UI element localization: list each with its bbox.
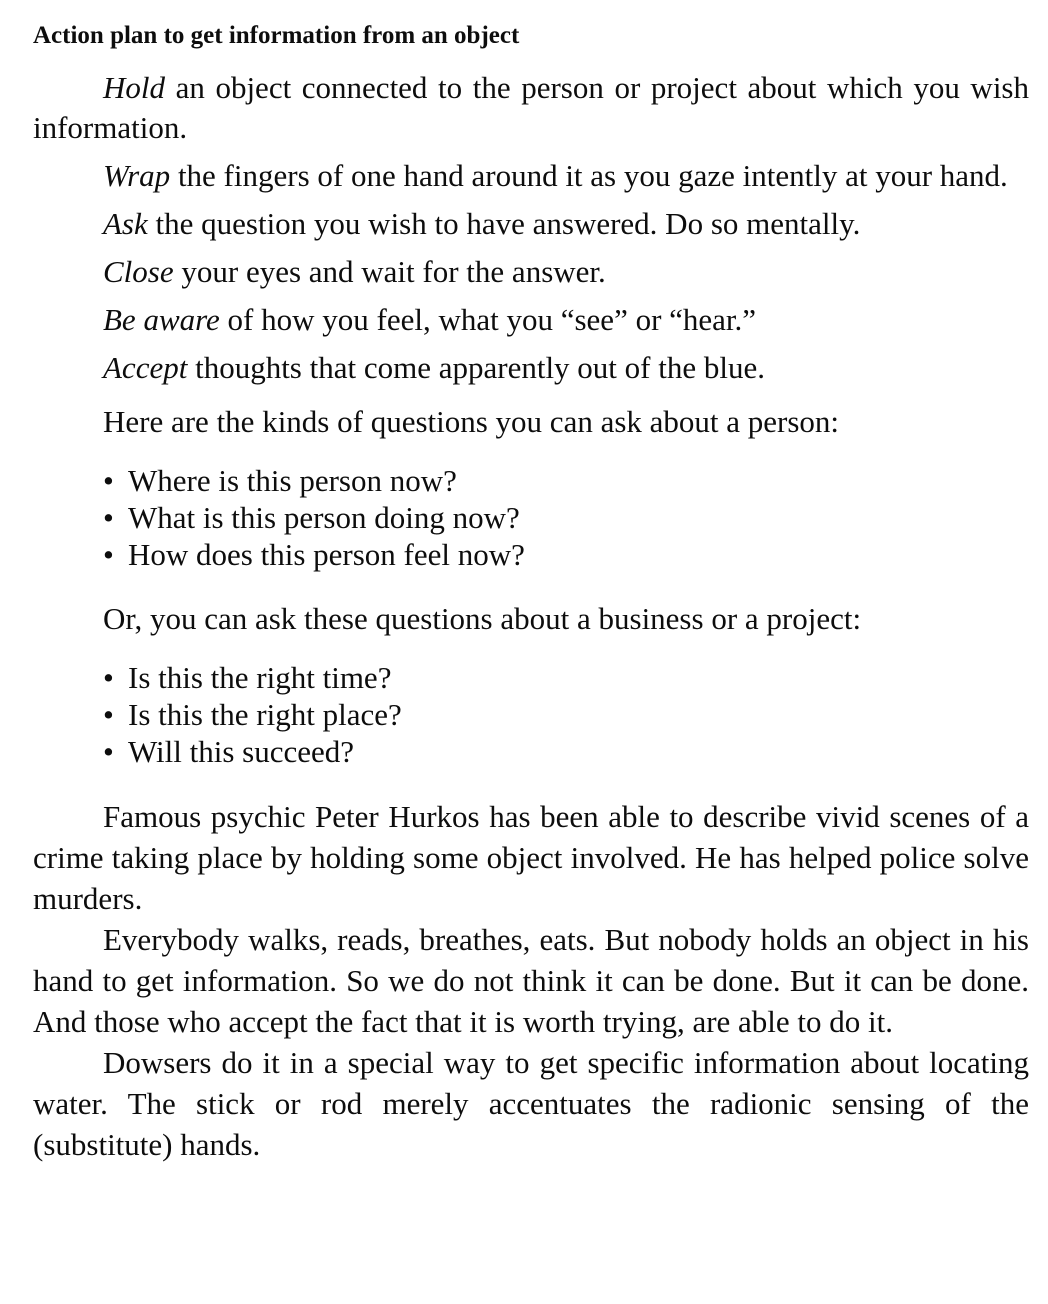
person-questions-list: [103, 462, 1029, 573]
list-item: [103, 536, 1029, 573]
list-item-text: Is this the right time?: [128, 660, 392, 695]
bullet-icon: •: [103, 660, 114, 695]
step-text: the question you wish to have answered. Do so mentally.: [147, 206, 861, 241]
step-wrap: [33, 156, 1029, 196]
list-item: [103, 462, 1029, 499]
step-text: of how you feel, what you “see” or “hear.”: [219, 302, 757, 337]
list-item-text: Will this succeed?: [128, 734, 355, 769]
step-verb: Close: [103, 254, 174, 289]
list-item-text: Is this the right place?: [128, 697, 402, 732]
project-questions-intro: Or, you can ask these questions about a business or a project:: [103, 601, 862, 636]
paragraph-hurkos: Famous psychic Peter Hurkos has been able to describe vivid scenes of a crime taking place by holding some object involved. He has helped police solve murders.: [33, 799, 1029, 916]
list-item-text: What is this person doing now?: [128, 500, 520, 535]
step-close: [33, 252, 1029, 292]
list-item: [103, 659, 1029, 696]
bullet-icon: •: [103, 463, 114, 498]
person-questions-intro: Here are the kinds of questions you can ask about a person:: [103, 404, 840, 439]
bullet-icon: •: [103, 697, 114, 732]
step-be-aware: [33, 300, 1029, 340]
step-verb: Hold: [103, 70, 165, 105]
bullet-icon: •: [103, 537, 114, 572]
list-item-text: Where is this person now?: [128, 463, 457, 498]
step-verb: Ask: [103, 206, 148, 241]
step-ask: [33, 204, 1029, 244]
step-text: your eyes and wait for the answer.: [173, 254, 606, 289]
step-text: an object connected to the person or project about which you wish information.: [33, 70, 1029, 145]
paragraph-everybody: Everybody walks, reads, breathes, eats. But nobody holds an object in his hand to get information. So we do not think it can be done. But it can be done. And those who accept the fact that it is worth trying, are able to do it.: [33, 922, 1029, 1039]
page: [33, 16, 1029, 1165]
paragraph-dowsers: Dowsers do it in a special way to get specific information about locating water. The stick or rod merely accentuates the radionic sensing of the (substitute) hands.: [33, 1045, 1029, 1162]
project-questions-list: [103, 659, 1029, 770]
bullet-icon: •: [103, 500, 114, 535]
section-heading: Action plan to get information from an object: [33, 22, 520, 49]
step-verb: Be aware: [103, 302, 220, 337]
list-item: [103, 733, 1029, 770]
step-accept: [33, 348, 1029, 388]
step-text: the fingers of one hand around it as you gaze intently at your hand.: [170, 158, 1008, 193]
list-item: [103, 499, 1029, 536]
step-verb: Wrap: [103, 158, 171, 193]
bullet-icon: •: [103, 734, 114, 769]
list-item-text: How does this person feel now?: [128, 537, 525, 572]
step-verb: Accept: [103, 350, 188, 385]
step-hold: [33, 68, 1029, 148]
list-item: [103, 696, 1029, 733]
step-text: thoughts that come apparently out of the blue.: [187, 350, 765, 385]
